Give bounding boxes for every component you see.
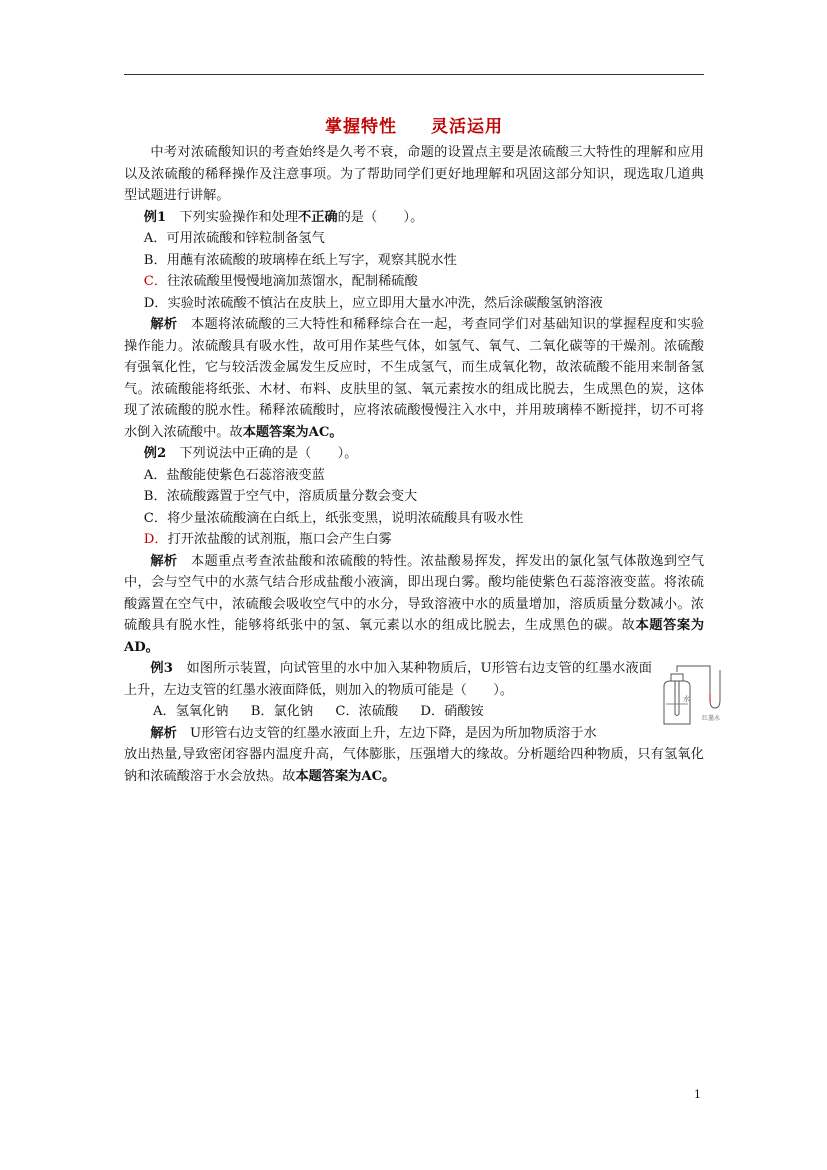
figure-label-water: 水 [683, 695, 690, 703]
page-title [124, 112, 704, 137]
example-2-option-a: A．盐酸能使紫色石蕊溶液变蓝 [143, 467, 325, 483]
example-3-option-b: B．氯化钠 [250, 704, 314, 719]
example-3-option-d: D．硝酸铵 [420, 704, 484, 719]
title-part-a: 掌握特性 [325, 117, 397, 137]
example-3-analysis-b: 放出热量,导致密闭容器内温度升高，气体膨胀，压强增大的缘故。分析题给四种物质，只有氢氧化钠和浓硫酸溶于水会放热。故本题答案为AC。 [124, 747, 704, 784]
u-tube-apparatus-figure [660, 664, 728, 728]
example-1-option-a: A．可用浓硫酸和锌粒制备氢气 [143, 231, 325, 246]
example-3-label: 例3 [150, 661, 173, 676]
example-2-answer: 本题答案为AD。 [124, 618, 705, 655]
figure-label-red-ink: 红墨水 [702, 715, 721, 722]
example-1-option-c: C．往浓硫酸里慢慢地滴加蒸馏水，配制稀硫酸 [143, 274, 418, 289]
header-rule [124, 74, 704, 75]
example-1-question: 例1 下列实验操作和处理不正确的是（ ）。 [143, 209, 424, 225]
example-2-option-b: B．浓硫酸露置于空气中，溶质质量分数会变大 [143, 489, 418, 504]
example-1-label: 例1 [143, 209, 167, 225]
example-1-option-d: D．实验时浓硫酸不慎沾在皮肤上，应立即用大量水冲洗，然后涂碳酸氢钠溶液 [143, 295, 603, 311]
example-3-answer: 本题答案为AC。 [295, 768, 396, 784]
example-2-label: 例2 [143, 446, 167, 461]
intro-paragraph: 中考对浓硫酸知识的考查始终是久考不衰，命题的设置点主要是浓硫酸三大特性的理解和应用以及浓硫酸的稀释操作及注意事项。为了帮助同学们更好地理解和巩固这部分知识，现选取几道典型试题进行讲解。 [124, 145, 704, 203]
example-3-analysis-a: 解析 U形管右边支管的红墨水液面上升，左边下降，是因为所加物质溶于水 [150, 725, 597, 741]
example-3-option-c: C．浓硫酸 [335, 704, 399, 719]
article-body [124, 142, 704, 787]
example-2-option-c: C．将少量浓硫酸滴在白纸上，纸张变黑，说明浓硫酸具有吸水性 [143, 510, 524, 526]
example-3-options [124, 701, 704, 723]
analysis-label: 解析 [150, 317, 178, 332]
analysis-label: 解析 [150, 725, 177, 741]
page-number: 1 [694, 1088, 701, 1101]
title-part-b: 灵活运用 [431, 117, 503, 137]
example-2-analysis: 解析 本题重点考查浓盐酸和浓硫酸的特性。浓盐酸易挥发，挥发出的氯化氢气体散逸到空气中，会与空气中的水蒸气结合形成盐酸小液滴，即出现白雾。酸均能使紫色石蕊溶液变蓝。将浓硫酸露置在空气中，浓硫酸会吸收空气中的水分，导致溶液中水的质量增加，溶质质量分数减小。浓硫酸具有脱水性，能够将纸张中的氢、氧元素以水的组成比脱去，生成黑色的碳。故本题答案为AD。 [124, 553, 705, 655]
example-3-question: 例3 如图所示装置，向试管里的水中加入某种物质后，U形管右边支管的红墨水液面上升，左边支管的红墨水液面降低，则加入的物质可能是（ ）。 [124, 661, 652, 698]
example-3-option-a: A．氢氧化钠 [153, 704, 229, 719]
example-1-analysis: 解析 本题将浓硫酸的三大特性和稀释综合在一起，考查同学们对基础知识的掌握程度和实验操作能力。浓硫酸具有吸水性，故可用作某些气体，如氢气、氧气、二氧化碳等的干燥剂。浓硫酸有强氧化性，它与较活泼金属发生反应时，不生成氢气，而生成氧化物，故浓硫酸不能用来制备氢气。浓硫酸能将纸张、木材、布料、皮肤里的氢、氧元素按水的组成比脱去，生成黑色的炭，这体现了浓硫酸的脱水性。稀释浓硫酸时，应将浓硫酸慢慢注入水中，并用玻璃棒不断搅拌，切不可将水倒入浓硫酸中。故本题答案为AC。 [124, 317, 705, 440]
analysis-label: 解析 [150, 553, 178, 569]
example-2-question: 例2 下列说法中正确的是（ ）。 [143, 446, 358, 461]
example-2-option-d: D．打开浓盐酸的试剂瓶，瓶口会产生白雾 [143, 532, 392, 547]
example-1-answer: 本题答案为AC。 [242, 424, 343, 440]
example-1-option-b: B．用蘸有浓硫酸的玻璃棒在纸上写字，观察其脱水性 [143, 252, 457, 268]
